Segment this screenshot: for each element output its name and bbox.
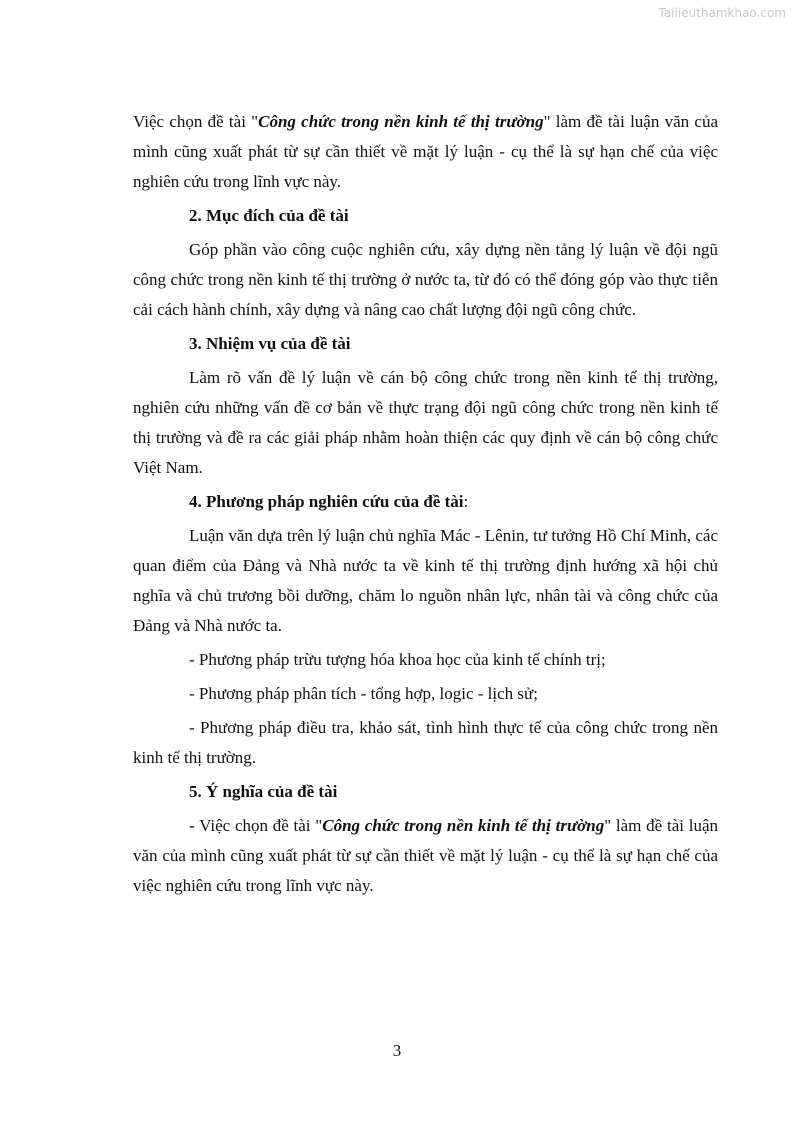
section-3-heading: 3. Nhiệm vụ của đề tài <box>189 334 351 353</box>
section-5-body <box>133 811 718 901</box>
section-2-heading: 2. Mục đích của đề tài <box>189 206 349 225</box>
section-4-heading <box>133 487 718 517</box>
method-item-2: - Phương pháp phân tích - tổng hợp, logic - lịch sử; <box>189 684 538 703</box>
section-3-body: Làm rõ vấn đề lý luận về cán bộ công chức trong nền kinh tế thị trường, nghiên cứu những vấn đề cơ bản về thực trạng đội ngũ công chức trong nền kinh tế thị trường và đề ra các giải pháp nhằm hoàn thiện các quy định về cán bộ công chức Việt Nam. <box>133 368 718 477</box>
section-5-post: " làm đề tài luận văn của mình cũng xuất phát từ sự cần thiết về mặt lý luận - cụ thể là sự hạn chế của việc nghiên cứu trong lĩnh vực này. <box>133 816 718 895</box>
method-item-1: - Phương pháp trừu tượng hóa khoa học của kinh tế chính trị; <box>189 650 606 669</box>
section-2-body: Góp phần vào công cuộc nghiên cứu, xây dựng nền tảng lý luận về đội ngũ công chức trong nền kinh tế thị trường ở nước ta, từ đó có thể đóng góp vào thực tiễn cải cách hành chính, xây dựng và nâng cao chất lượng đội ngũ công chức. <box>133 240 718 319</box>
section-4-body: Luận văn dựa trên lý luận chủ nghĩa Mác - Lênin, tư tưởng Hồ Chí Minh, các quan điểm của Đảng và Nhà nước ta về kinh tế thị trường định hướng xã hội chủ nghĩa và chủ trương bồi dưỡng, chăm lo nguồn nhân lực, nhân tài và công chức của Đảng và Nhà nước ta. <box>133 526 718 635</box>
intro-title: Công chức trong nền kinh tế thị trường <box>258 112 544 131</box>
method-item-3: - Phương pháp điều tra, khảo sát, tình hình thực tế của công chức trong nền kinh tế thị trường. <box>133 718 718 767</box>
document-page <box>133 107 718 901</box>
intro-pre: Việc chọn đề tài " <box>133 112 259 131</box>
page-number: 3 <box>392 1041 402 1060</box>
section-5-title: Công chức trong nền kinh tế thị trường <box>322 816 605 835</box>
section-5-pre: - Việc chọn đề tài " <box>189 816 323 835</box>
watermark: Tailieuthamkhao.com <box>658 6 786 20</box>
section-4-heading-text: 4. Phương pháp nghiên cứu của đề tài <box>189 492 464 511</box>
intro-post: " làm đề tài luận văn của mình cũng xuất phát từ sự cần thiết về mặt lý luận - cụ thể là sự hạn chế của việc nghiên cứu trong lĩnh vực này. <box>133 112 718 191</box>
section-4-heading-colon: : <box>463 492 469 511</box>
intro-paragraph <box>133 107 718 197</box>
section-5-heading: 5. Ý nghĩa của đề tài <box>189 782 338 801</box>
